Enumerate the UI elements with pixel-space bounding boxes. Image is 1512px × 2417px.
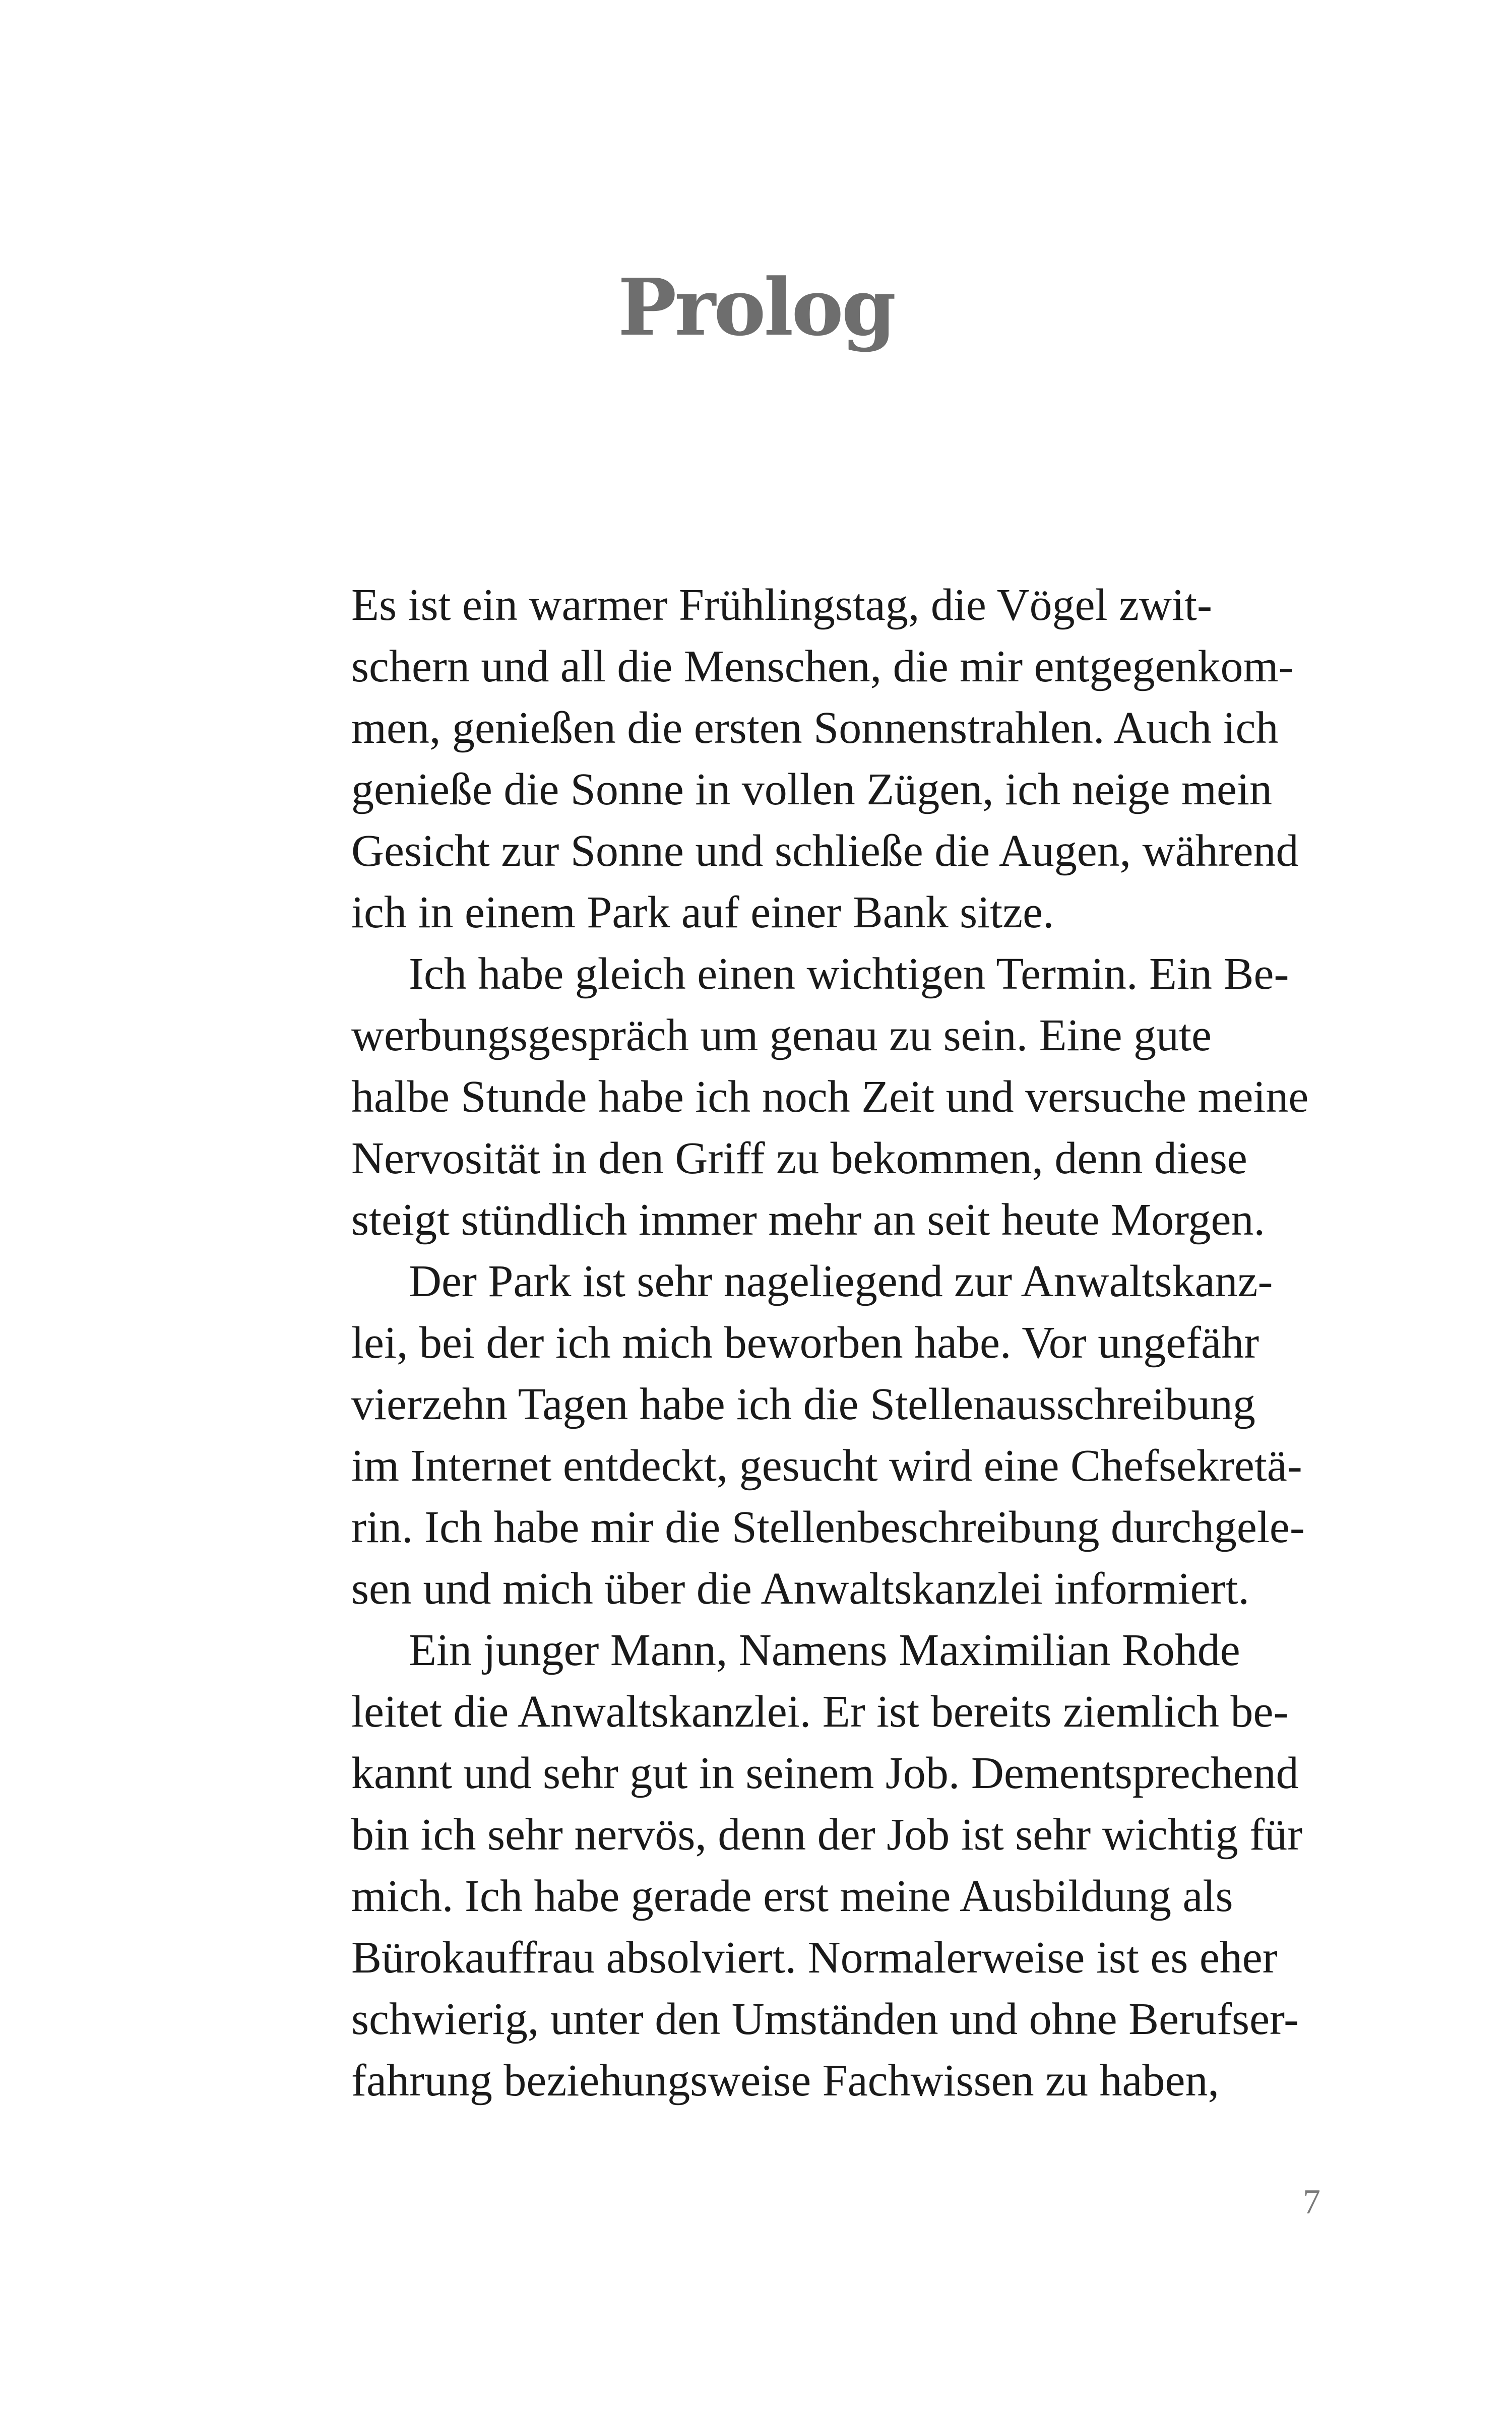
text-line: lei, bei der ich mich beworben habe. Vor ungefähr	[351, 1318, 1259, 1368]
text-line: vierzehn Tagen habe ich die Stellenausschreibung	[351, 1379, 1255, 1429]
text-line: werbungsgespräch um genau zu sein. Eine gute	[351, 1010, 1212, 1060]
text-line: halbe Stunde habe ich noch Zeit und versuche meine	[351, 1072, 1309, 1122]
text-line: rin. Ich habe mir die Stellenbeschreibung durchgele-	[351, 1502, 1305, 1552]
text-line: sen und mich über die Anwaltskanzlei informiert.	[351, 1564, 1250, 1614]
text-line: steigt stündlich immer mehr an seit heute Morgen.	[351, 1195, 1265, 1245]
paragraph-start-line: Ich habe gleich einen wichtigen Termin. Ein Be-	[409, 949, 1289, 999]
chapter-title: Prolog	[617, 261, 895, 353]
text-line: bin ich sehr nervös, denn der Job ist sehr wichtig für	[351, 1810, 1303, 1860]
text-line: fahrung beziehungsweise Fachwissen zu haben,	[351, 2056, 1219, 2106]
text-line: Nervosität in den Griff zu bekommen, denn diese	[351, 1133, 1247, 1183]
text-line: men, genießen die ersten Sonnenstrahlen. Auch ich	[351, 703, 1279, 753]
text-line: ich in einem Park auf einer Bank sitze.	[351, 887, 1054, 937]
paragraph-start-line: Der Park ist sehr nageliegend zur Anwaltskanz-	[409, 1256, 1273, 1306]
text-line: schwierig, unter den Umständen und ohne Berufser-	[351, 1994, 1299, 2044]
body-text	[351, 575, 1319, 2112]
text-line: leitet die Anwaltskanzlei. Er ist bereits ziemlich be-	[351, 1687, 1289, 1737]
text-line: im Internet entdeckt, gesucht wird eine Chefsekretä-	[351, 1441, 1302, 1491]
text-line: kannt und sehr gut in seinem Job. Dementsprechend	[351, 1748, 1299, 1798]
paragraph-start-line: Ein junger Mann, Namens Maximilian Rohde	[409, 1625, 1240, 1675]
page-number: 7	[1303, 2183, 1320, 2221]
text-line: Es ist ein warmer Frühlingstag, die Vögel zwit-	[351, 580, 1213, 630]
text-line: genieße die Sonne in vollen Zügen, ich neige mein	[351, 765, 1272, 814]
text-line: mich. Ich habe gerade erst meine Ausbildung als	[351, 1871, 1233, 1921]
text-line: schern und all die Menschen, die mir entgegenkom-	[351, 642, 1294, 691]
text-line: Bürokauffrau absolviert. Normalerweise ist es eher	[351, 1933, 1278, 1983]
text-line: Gesicht zur Sonne und schließe die Augen, während	[351, 826, 1299, 876]
